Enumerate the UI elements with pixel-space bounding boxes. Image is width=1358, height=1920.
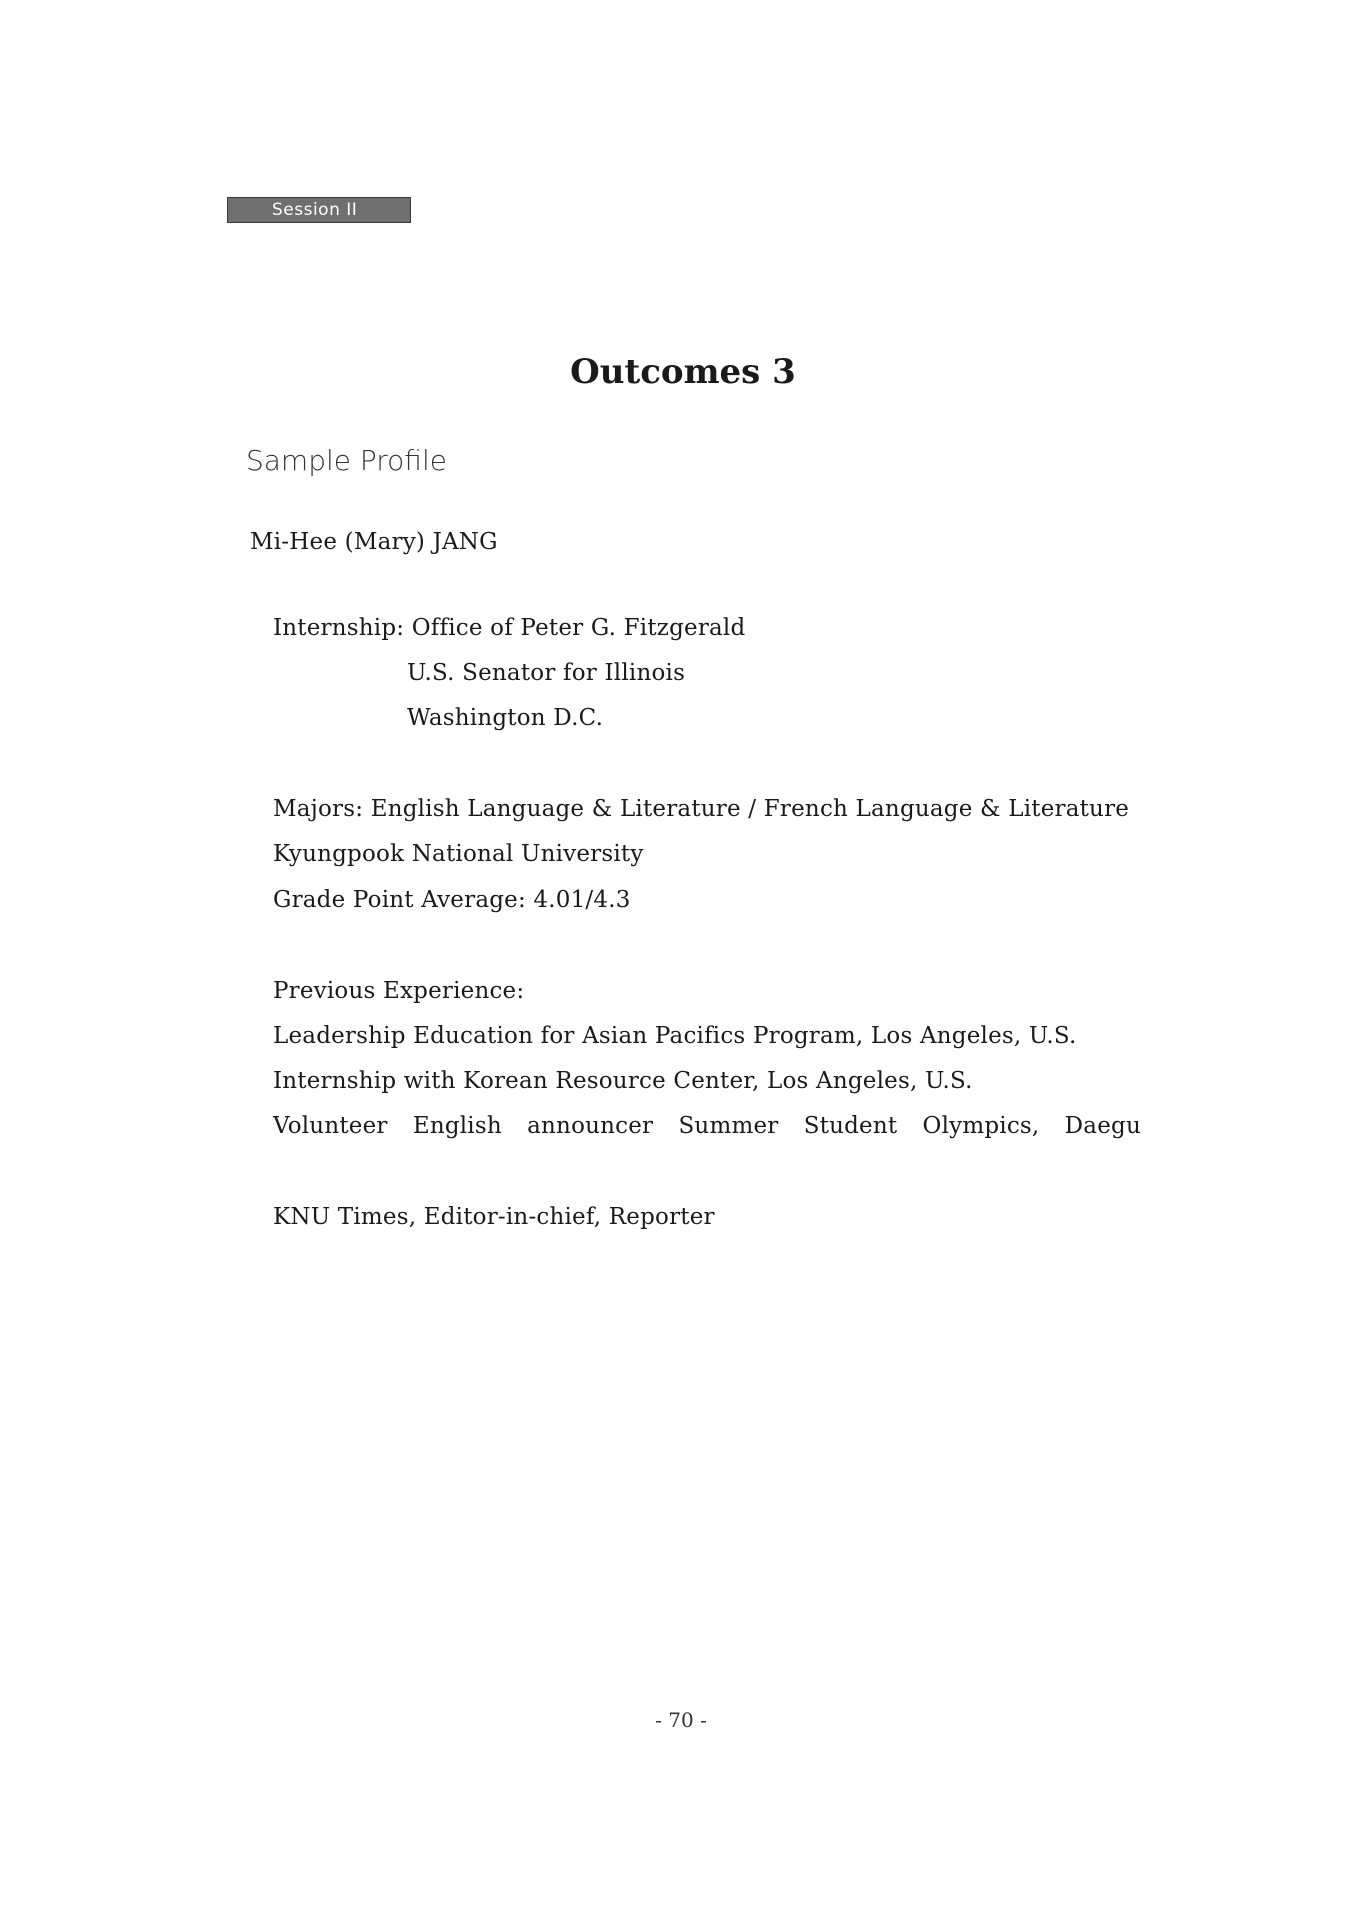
university-line: Kyungpook National University (273, 841, 644, 867)
internship-line-1: Internship: Office of Peter G. Fitzgerald (273, 615, 746, 641)
experience-item-3-word: announcer (527, 1113, 654, 1139)
experience-item-3-word: Olympics, (922, 1113, 1040, 1139)
experience-item-3-word: Student (803, 1113, 898, 1139)
internship-line-2: U.S. Senator for Illinois (407, 660, 686, 686)
experience-item-3-word: Volunteer (273, 1113, 388, 1139)
experience-item-3-word: Summer (678, 1113, 779, 1139)
majors-line: Majors: English Language & Literature / French Language & Literature (273, 796, 1130, 822)
gpa-line: Grade Point Average: 4.01/4.3 (273, 887, 631, 913)
profile-name: Mi-Hee (Mary) JANG (250, 529, 498, 555)
page-number: - 70 - (655, 1708, 707, 1732)
experience-item-3 (273, 1110, 1141, 1142)
experience-heading: Previous Experience: (273, 978, 525, 1004)
experience-item-1: Leadership Education for Asian Pacifics Program, Los Angeles, U.S. (273, 1023, 1077, 1049)
experience-item-4: KNU Times, Editor-in-chief, Reporter (273, 1204, 715, 1230)
internship-line-3: Washington D.C. (407, 705, 604, 731)
experience-item-2: Internship with Korean Resource Center, Los Angeles, U.S. (273, 1068, 973, 1094)
section-subtitle: Sample Profile (246, 444, 447, 477)
page-title: Outcomes 3 (570, 352, 796, 392)
experience-item-3-word: Daegu (1064, 1113, 1141, 1139)
session-badge: Session II (227, 197, 411, 223)
experience-item-3-word: English (412, 1113, 502, 1139)
